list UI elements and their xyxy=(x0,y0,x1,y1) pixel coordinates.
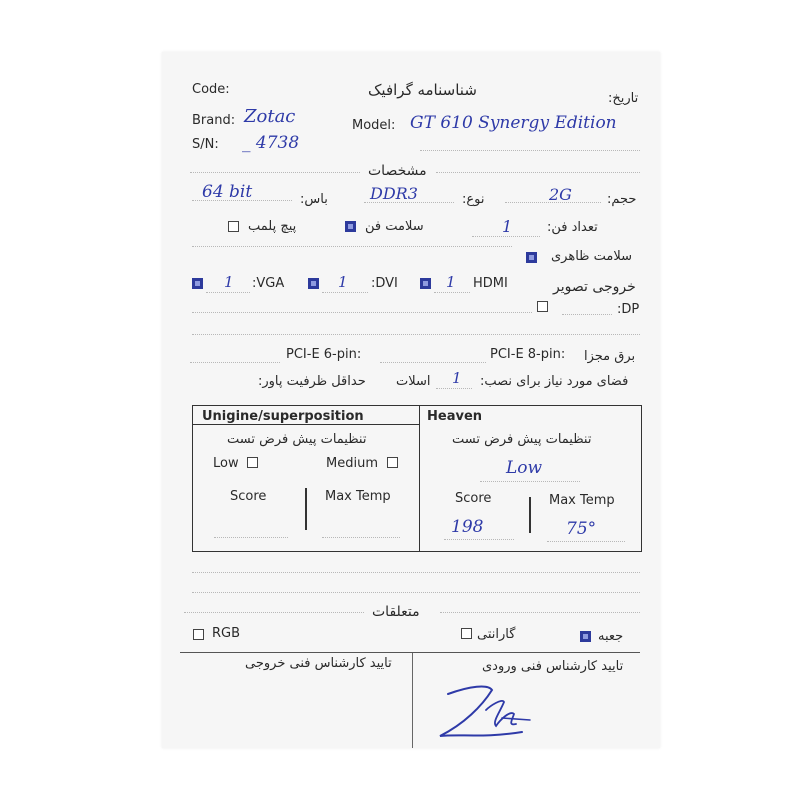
dotted-line xyxy=(480,481,580,482)
outgoing-approval-label: تایید کارشناس فنی خروجی xyxy=(245,656,392,671)
dotted-line xyxy=(436,388,472,389)
unigine-medium-checkbox[interactable] xyxy=(387,457,398,468)
min-psu-label: حداقل ظرفیت پاور: xyxy=(258,374,366,389)
warranty-label: گارانتی xyxy=(477,627,516,642)
fan-health-checkbox[interactable] xyxy=(345,221,356,232)
dotted-line xyxy=(472,236,540,237)
dotted-line xyxy=(192,312,532,313)
unigine-maxtemp-label: Max Temp xyxy=(325,489,391,504)
dp-label: :DP xyxy=(617,302,640,317)
slot-value: 1 xyxy=(452,369,462,387)
pcie6-label: PCI-E 6-pin: xyxy=(286,347,362,362)
dotted-line xyxy=(192,572,640,573)
dvi-value: 1 xyxy=(338,273,348,291)
spec-sheet xyxy=(162,52,660,748)
dotted-line xyxy=(192,246,512,247)
dotted-line xyxy=(364,202,454,203)
box-checkbox[interactable] xyxy=(580,631,591,642)
outputs-label: خروجی تصویر xyxy=(553,279,636,295)
heaven-preset-label: تنظیمات پیش فرض تست xyxy=(452,432,592,447)
dotted-line xyxy=(420,150,640,151)
dotted-line xyxy=(322,292,368,293)
heaven-preset-value: Low xyxy=(506,458,543,478)
hdmi-label: HDMI xyxy=(473,276,508,291)
serial-value: _ 4738 xyxy=(242,133,300,153)
dotted-line xyxy=(562,314,612,315)
rgb-label: RGB xyxy=(212,626,241,641)
test-box-divider xyxy=(419,405,420,551)
unigine-title: Unigine/superposition xyxy=(202,409,364,424)
box-label: جعبه xyxy=(598,629,624,644)
hdmi-value: 1 xyxy=(446,273,456,291)
unigine-column-separator xyxy=(305,488,307,530)
dotted-line xyxy=(444,539,514,540)
dotted-line xyxy=(380,362,486,363)
dotted-line xyxy=(192,592,640,593)
bus-value: 64 bit xyxy=(202,182,253,202)
date-label: تاریخ: xyxy=(608,91,639,106)
incoming-approval-label: تایید کارشناس فنی ورودی xyxy=(482,659,624,674)
dotted-line xyxy=(190,362,280,363)
specs-section-title: مشخصات xyxy=(368,163,427,179)
fan-count-label: تعداد فن: xyxy=(547,220,598,235)
approval-divider xyxy=(412,653,413,748)
unigine-medium-label: Medium xyxy=(326,456,378,471)
appearance-checkbox[interactable] xyxy=(526,252,537,263)
dotted-line xyxy=(440,612,640,613)
dvi-checkbox[interactable] xyxy=(308,278,319,289)
dotted-line xyxy=(322,537,400,538)
form-title: شناسنامه گرافیک xyxy=(368,81,477,99)
seal-screw-checkbox[interactable] xyxy=(228,221,239,232)
serial-label: S/N: xyxy=(192,137,219,152)
seal-screw-label: پیچ پلمب xyxy=(248,219,297,234)
dotted-line xyxy=(190,172,360,173)
dotted-line xyxy=(434,292,470,293)
heaven-column-separator xyxy=(529,497,531,533)
vga-checkbox[interactable] xyxy=(192,278,203,289)
dotted-line xyxy=(192,334,640,335)
dotted-line xyxy=(192,200,292,201)
dotted-line xyxy=(436,172,640,173)
dotted-line xyxy=(206,292,250,293)
slot-label: اسلات xyxy=(396,374,431,389)
dotted-line xyxy=(214,537,288,538)
approval-rule xyxy=(180,652,640,653)
signature-image xyxy=(430,680,540,746)
heaven-score-value: 198 xyxy=(451,517,484,537)
unigine-score-label: Score xyxy=(230,489,267,504)
dotted-line xyxy=(184,612,364,613)
dotted-line xyxy=(547,541,625,542)
volume-label: حجم: xyxy=(607,192,637,207)
fan-count-value: 1 xyxy=(502,217,513,236)
model-value: GT 610 Synergy Edition xyxy=(410,113,617,133)
volume-value: 2G xyxy=(549,185,572,204)
hdmi-checkbox[interactable] xyxy=(420,278,431,289)
heaven-score-label: Score xyxy=(455,491,492,506)
dp-checkbox[interactable] xyxy=(537,301,548,312)
warranty-checkbox[interactable] xyxy=(461,628,472,639)
rgb-checkbox[interactable] xyxy=(193,629,204,640)
brand-value: Zotac xyxy=(244,106,296,127)
power-label: برق مجزا xyxy=(584,349,636,364)
heaven-maxtemp-value: 75° xyxy=(566,519,597,539)
type-label: نوع: xyxy=(462,192,485,207)
heaven-maxtemp-label: Max Temp xyxy=(549,493,615,508)
appearance-label: سلامت ظاهری xyxy=(551,249,633,264)
fan-health-label: سلامت فن xyxy=(365,219,424,234)
model-label: Model: xyxy=(352,118,396,133)
accessories-section-title: متعلقات xyxy=(372,604,420,620)
pcie8-label: PCI-E 8-pin: xyxy=(490,347,566,362)
space-label: فضای مورد نیاز برای نصب: xyxy=(480,374,629,389)
unigine-low-checkbox[interactable] xyxy=(247,457,258,468)
heaven-title: Heaven xyxy=(427,409,483,424)
vga-value: 1 xyxy=(224,273,234,291)
unigine-low-label: Low xyxy=(213,456,239,471)
bus-label: باس: xyxy=(300,192,328,207)
brand-label: Brand: xyxy=(192,113,236,128)
type-value: DDR3 xyxy=(370,184,418,203)
unigine-preset-label: تنظیمات پیش فرض تست xyxy=(227,432,367,447)
code-label: Code: xyxy=(192,82,230,97)
vga-label: :VGA xyxy=(252,276,285,291)
dvi-label: :DVI xyxy=(371,276,398,291)
dotted-line xyxy=(505,202,601,203)
